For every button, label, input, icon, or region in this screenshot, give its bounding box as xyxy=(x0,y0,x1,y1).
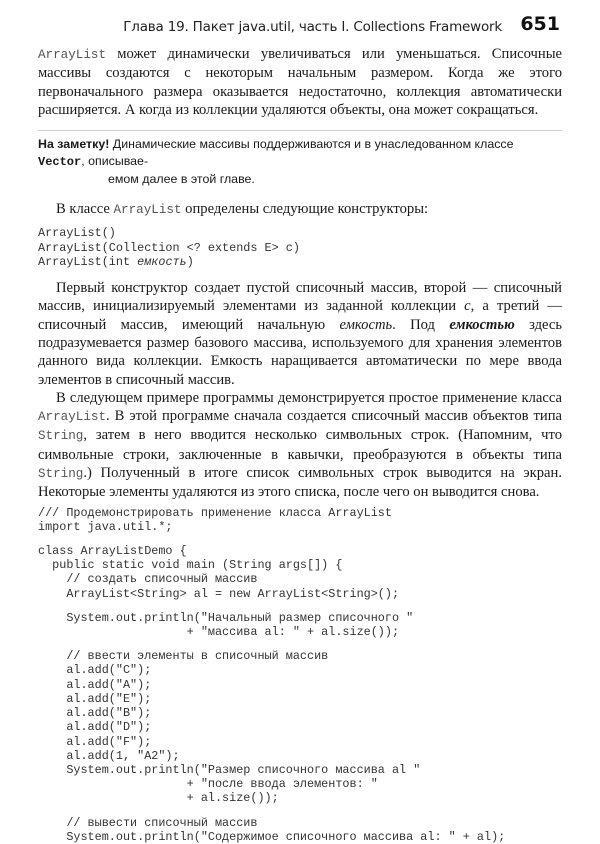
text-span: . Под xyxy=(392,316,450,333)
text-span: . В этой программе сначала создается списочный массив объектов типа xyxy=(106,408,562,425)
note-label: На заметку! xyxy=(38,137,110,152)
text-span: В следующем примере программы демонстрируется простое применение класса xyxy=(56,389,562,406)
paragraph-constructors-desc xyxy=(38,279,562,389)
italic-term: емкость xyxy=(339,316,393,333)
text-span: определены следующие конструкторы: xyxy=(181,201,429,218)
inline-code: String xyxy=(38,429,84,444)
text-span: Первый конструктор создает пустой списочный массив, второй — списочный массив, инициализируемый элементами из заданной коллекции xyxy=(38,280,562,315)
paragraph-example-intro xyxy=(38,389,562,502)
note-inline-code: Vector xyxy=(38,155,82,170)
paragraph-text: может динамически увеличиваться или уменьшаться. Списочные массивы создаются с некоторым начальным размером. Когда же этого первоначального размера оказывается недостаточно, коллекция автоматически расширяется. А когда из коллекции удаляются объекты, она может сокращаться. xyxy=(38,46,562,118)
italic-term: c xyxy=(464,298,471,315)
paragraph-constructors-intro xyxy=(38,200,562,219)
text-span: , а третий — списочный массив, имеющий начальную xyxy=(38,298,562,333)
program-listing-class-start: class ArrayListDemo { public static void main (String args[]) { // создать списочный массив ArrayList<String> al = new ArrayList<String>(); xyxy=(38,544,400,601)
program-listing-add-elements: // ввести элементы в списочный массив al.add("C"); al.add("A"); al.add("E"); al.add("B"); al.add("D"); al.add("F"); al.add(1, "A2"); System.out.println("Размер списочного массива al " + "после ввода элементов: " + al.size()); xyxy=(66,649,421,806)
text-span: В классе xyxy=(56,201,114,218)
code-line-end: ) xyxy=(186,254,194,269)
code-line: ArrayList(int xyxy=(38,254,138,269)
note-text: Динамические массивы поддерживаются и в унаследованном классе xyxy=(109,137,514,152)
inline-code: ArrayList xyxy=(113,203,182,218)
inline-code: ArrayList xyxy=(38,410,107,425)
text-span: здесь подразумевается размер базового массива, используемого для хранения элементов данного вида коллекции. Емкость наращивается автоматически по мере ввода элементов в списочный массив. xyxy=(38,316,562,388)
note-text-end: , описывае- xyxy=(81,154,149,169)
note-line-2: емом далее в этой главе. xyxy=(108,172,255,187)
program-listing-print-contents: // вывести списочный массив System.out.println("Содержимое списочного массива al: " + al); xyxy=(66,815,506,844)
running-header xyxy=(0,13,600,43)
page-number: 651 xyxy=(520,13,560,35)
chapter-title: Глава 19. Пакет java.util, часть I. Collections Framework xyxy=(123,19,502,35)
constructors-code xyxy=(38,226,562,269)
text-span: .) Полученный в итоге список символьных строк выводится на экран. Некоторые элементы удаляются из этого списка, после чего он выводится снова. xyxy=(38,465,562,501)
page-body xyxy=(38,45,562,844)
code-italic: емкость xyxy=(137,254,187,269)
note-box xyxy=(38,130,562,188)
inline-code: String xyxy=(38,467,84,482)
paragraph-intro xyxy=(38,45,562,119)
program-listing-imports: /// Продемонстрировать применение класса ArrayList import java.util.*; xyxy=(38,505,392,534)
text-span: , затем в него вводится несколько символьных строк. (Напомним, что символьные строки, заключенные в кавычки, преобразуются в объекты типа xyxy=(38,427,562,463)
code-line: ArrayList() xyxy=(38,226,116,241)
note-line-1 xyxy=(38,136,562,171)
inline-code: ArrayList xyxy=(38,48,107,62)
program-listing-initial-size: System.out.println("Начальный размер списочного " + "массива al: " + al.size()); xyxy=(66,610,414,640)
italic-term: емкостью xyxy=(449,316,515,333)
code-line: ArrayList(Collection <? extends E> c) xyxy=(38,240,300,255)
